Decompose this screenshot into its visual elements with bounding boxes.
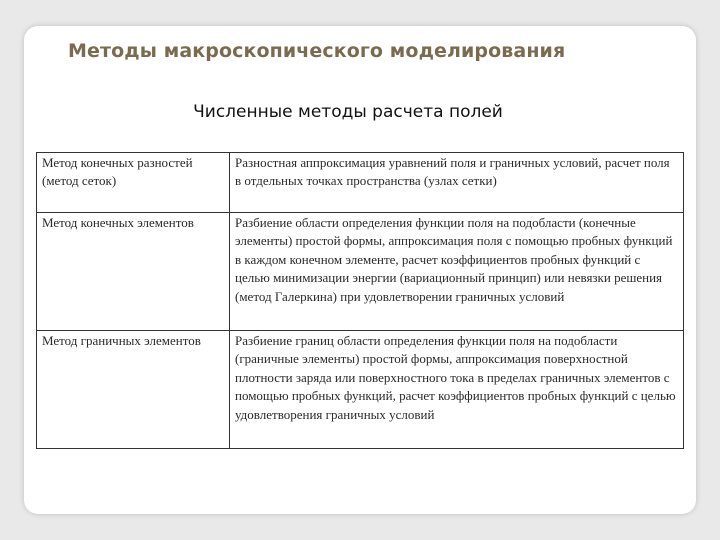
method-name-cell: Метод конечных разностей (метод сеток) [37, 153, 230, 213]
method-description-cell: Разбиение границ области определения функции поля на подобласти (граничные элементы) простой формы, аппроксимация поверхностной плотности заряда или поверхностного тока в пределах граничных элементов с помощью пробных функций, расчет коэффициентов пробных функций с целью удовлетворения граничных условий [230, 331, 684, 449]
slide-title: Методы макроскопического моделирования [68, 40, 566, 62]
method-description-cell: Разностная аппроксимация уравнений поля и граничных условий, расчет поля в отдельных точках пространства (узлах сетки) [230, 153, 684, 213]
slide [24, 26, 696, 514]
table-row [37, 331, 684, 449]
method-name-cell: Метод граничных элементов [37, 331, 230, 449]
table-row [37, 153, 684, 213]
method-description-cell: Разбиение области определения функции поля на подобласти (конечные элементы) простой формы, аппроксимация поля с помощью пробных функций в каждом конечном элементе, расчет коэффициентов пробных функций с целью минимизации энергии (вариационный принцип) или невязки решения (метод Галеркина) при удовлетворении граничных условий [230, 213, 684, 331]
method-name-cell: Метод конечных элементов [37, 213, 230, 331]
methods-table [36, 152, 684, 449]
table-row [37, 213, 684, 331]
slide-subtitle: Численные методы расчета полей [193, 102, 503, 122]
